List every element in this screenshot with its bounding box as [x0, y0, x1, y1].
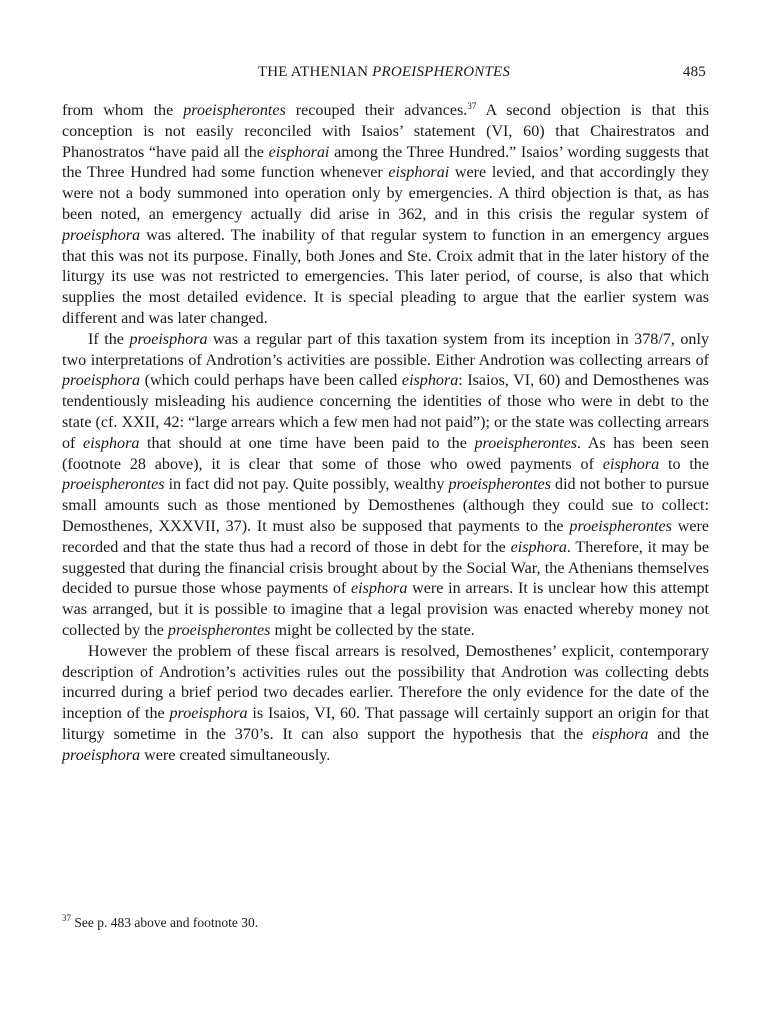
italic-term: proeispherontes	[62, 476, 165, 494]
text-run: A second objection is that this conception is not easily reconciled with Isaios’ statement (VI, 60) that Chairestratos and Phanostratos “have paid all the	[62, 102, 709, 161]
italic-term: eisphorai	[268, 143, 330, 161]
text-run: were recorded and that the state thus had a record of those in debt for the	[62, 517, 709, 556]
text-run: is Isaios, VI, 60. That passage will certainly support an origin for that liturgy sometime in the 370’s. It can also support the hypothesis that the	[62, 705, 710, 743]
italic-term: proeisphora	[129, 330, 208, 348]
italic-term: eisphora	[602, 455, 660, 473]
text-run: and the	[648, 725, 709, 743]
running-title	[62, 64, 706, 81]
italic-term: eisphora	[401, 372, 459, 390]
italic-term: proeisphora	[169, 705, 248, 723]
text-run: If the	[88, 330, 130, 348]
paragraph	[62, 642, 709, 767]
text-run: in fact did not pay. Quite possibly, wealthy	[164, 476, 449, 494]
paragraph	[62, 330, 709, 642]
running-header	[62, 64, 706, 84]
italic-term: eisphorai	[388, 164, 450, 182]
text-run: : Isaios, VI, 60) and Demosthenes was tendentiously misleading his audience concerning the identities of those who were in debt to the state (cf. XXII, 42: “large arrears which a few men had not paid”); or the state was collecting arrears of	[62, 372, 709, 452]
italic-term: eisphora	[592, 725, 649, 743]
text-run: to the	[659, 455, 709, 473]
text-run: did not bother to pursue small amounts such as those mentioned by Demosthenes (although they could sue to collect: Demosthenes, XXXVII, 37). It must also be supposed that payments to the	[62, 476, 709, 535]
italic-term: proeisphora	[62, 226, 141, 244]
italic-term: proeispherontes	[569, 517, 672, 535]
text-run: (which could perhaps have been called	[140, 372, 402, 390]
footnote-marker: 37	[62, 913, 71, 923]
footnote-text: See p. 483 above and footnote 30.	[71, 915, 259, 930]
body-text	[62, 101, 709, 767]
text-run: might be collected by the state.	[270, 621, 475, 639]
italic-term: eisphora	[510, 538, 567, 556]
text-run: However the problem of these fiscal arrears is resolved, Demosthenes’ explicit, contemporary description of Androtion’s activities rules out the possibility that Androtion was collecting debts incurred during a brief period two decades earlier. Therefore the only evidence for the date of the inception of the	[62, 642, 709, 723]
text-run: recouped their advances.	[285, 102, 468, 119]
italic-term: proeisphora	[62, 372, 141, 390]
text-run: was altered. The inability of that regular system to function in an emergency argues that this was not its purpose. Finally, both Jones and Ste. Croix admit that in the later history of the liturgy its use was not restricted to emergencies. This later period, of course, is also that which supplies the most detailed evidence. It is special pleading to argue that the earlier system was different and was later changed.	[62, 226, 709, 327]
footnote-reference: 37	[467, 101, 477, 111]
paragraph	[62, 101, 709, 330]
footnote	[62, 914, 709, 931]
italic-term: proeisphora	[62, 746, 141, 764]
running-title-prefix: THE ATHENIAN	[257, 64, 373, 80]
italic-term: proeispherontes	[474, 434, 578, 452]
page-number: 485	[682, 64, 706, 80]
text-run: . Therefore, it may be suggested that during the financial crisis brought about by the Social War, the Athenians themselves decided to pursue those whose payments of	[62, 538, 709, 598]
italic-term: proeispherontes	[167, 621, 271, 639]
text-run: were created simultaneously.	[140, 746, 331, 764]
text-run: from whom the	[62, 102, 184, 119]
text-run: were levied, and that accordingly they were not a body summoned into operation only by emergencies. A third objection is that, as has been noted, an emergency actually did arise in 362, and in this crisis the regular system of	[62, 164, 709, 223]
italic-term: proeispherontes	[448, 476, 551, 494]
text-run: were in arrears. It is unclear how this attempt was arranged, but it is possible to imagine that a legal provision was enacted whereby money not collected by the	[62, 580, 710, 639]
text-run: was a regular part of this taxation system from its inception in 378/7, only two interpretations of Androtion’s activities are possible. Either Androtion was collecting arrears of	[62, 330, 709, 369]
italic-term: eisphora	[351, 580, 408, 598]
text-run: among the Three Hundred.” Isaios’ wording suggests that the Three Hundred had some function whenever	[62, 143, 709, 182]
running-title-italic: PROEISPHERONTES	[372, 64, 511, 80]
text-run: . As has been seen (footnote 28 above), it is clear that some of those who owed payments of	[62, 434, 709, 473]
italic-term: proeispherontes	[183, 102, 286, 119]
text-run: that should at one time have been paid to the	[139, 434, 475, 452]
italic-term: eisphora	[83, 434, 140, 452]
